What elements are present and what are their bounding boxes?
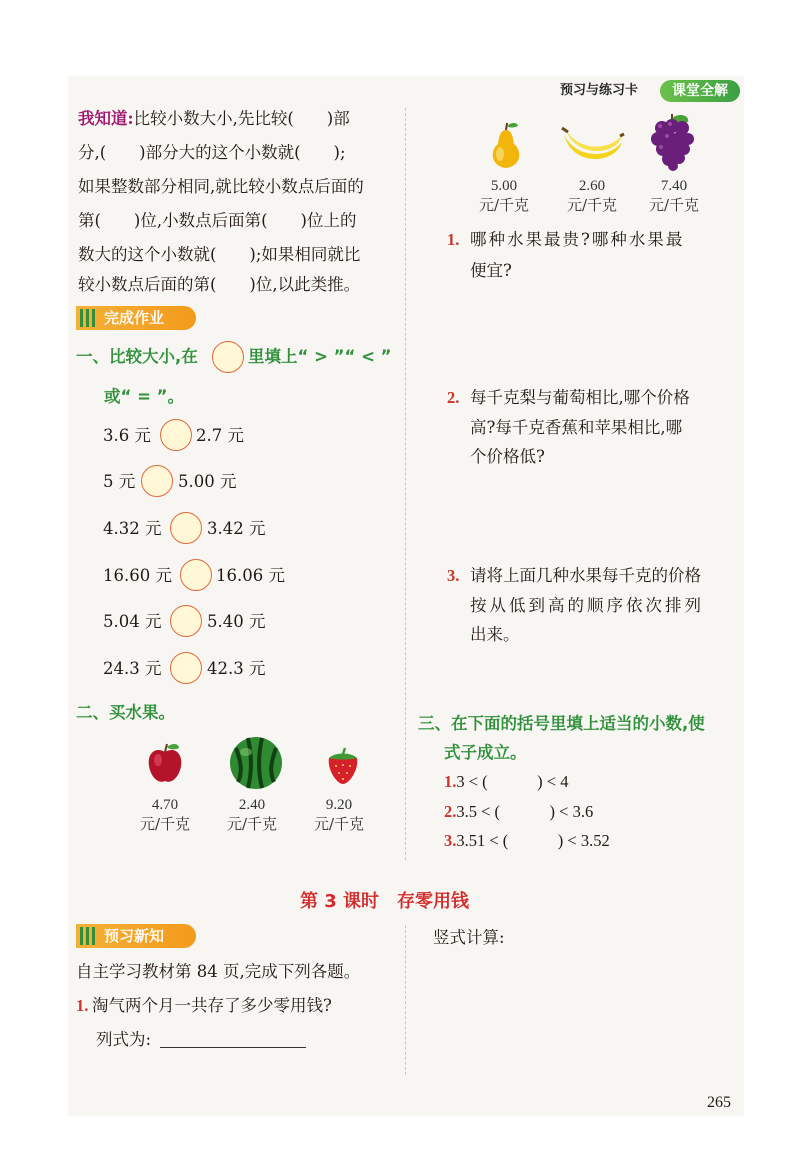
q1-row-1-left: 3.6 元 — [103, 426, 151, 445]
q3-item-3-text: 3.51 < ( ) < 3.52 — [456, 831, 610, 850]
q1-row-6-right: 42.3 元 — [207, 659, 266, 678]
fruit-price-banana: 2.60 — [578, 178, 606, 194]
q1-row-5-right: 5.40 元 — [207, 612, 266, 631]
q3-item-2-text: 3.5 < ( ) < 3.6 — [456, 802, 594, 821]
q1-row-5-left: 5.04 元 — [103, 612, 162, 631]
page-number: 265 — [707, 1094, 731, 1111]
q1-title-c: 或“ = ”。 — [104, 387, 185, 406]
q1-row-2-left: 5 元 — [103, 472, 136, 491]
q1-title-a: 一、比较大小,在 — [76, 347, 198, 366]
preview-q1-text: 淘气两个月一共存了多少零用钱? — [92, 996, 332, 1015]
q3-item-1 — [444, 771, 568, 793]
q1-row-4-right: 16.06 元 — [216, 566, 285, 585]
q2-sub2-line1: 每千克梨与葡萄相比,哪个价格 — [470, 388, 690, 407]
fruit-unit-banana: 元/千克 — [566, 196, 618, 214]
q3-item-3 — [444, 830, 610, 852]
q1-row-5-answer-circle[interactable] — [170, 605, 202, 637]
fruit-unit-apple: 元/千克 — [139, 815, 191, 833]
preview-banner-bars-icon — [80, 927, 96, 945]
know-line-5: 数大的这个小数就( );如果相同就比 — [78, 245, 361, 264]
strawberry-icon — [323, 746, 363, 786]
q1-row-4-left: 16.60 元 — [103, 566, 172, 585]
q3-item-1-text: 3 < ( ) < 4 — [456, 772, 569, 791]
q1-row-3-left: 4.32 元 — [103, 519, 162, 538]
preview-q1-number: 1. — [76, 996, 89, 1015]
q1-row-2-answer-circle[interactable] — [141, 465, 173, 497]
q2-sub3-line2: 按从低到高的顺序依次排列 — [470, 596, 704, 615]
know-line-1 — [78, 108, 350, 130]
preview-banner — [76, 924, 196, 948]
q1-row-6-answer-circle[interactable] — [170, 652, 202, 684]
grapes-icon — [650, 112, 694, 172]
q2-sub1-number: 1. — [447, 230, 460, 249]
fruit-unit-strawberry: 元/千克 — [313, 815, 365, 833]
vertical-calc-label: 竖式计算: — [433, 928, 505, 947]
lesson-title: 第 3 课时 存零用钱 — [300, 891, 470, 912]
q2-sub2-line2: 高?每千克香蕉和苹果相比,哪 — [470, 418, 683, 437]
q3-item-1-number: 1. — [444, 772, 457, 791]
know-line-6: 较小数点后面的第( )位,以此类推。 — [78, 275, 361, 294]
q2-sub2-line3: 个价格低? — [470, 447, 545, 466]
q1-row-1-answer-circle[interactable] — [160, 419, 192, 451]
header-title: 预习与练习卡 — [560, 83, 639, 98]
q3-item-2-number: 2. — [444, 802, 457, 821]
fruit-unit-watermelon: 元/千克 — [226, 815, 278, 833]
fruit-unit-pear: 元/千克 — [478, 196, 530, 214]
header-badge: 课堂全解 — [660, 80, 740, 102]
banana-icon — [560, 124, 626, 168]
know-text-1: 比较小数大小,先比较( )部 — [133, 109, 350, 128]
q1-row-3-answer-circle[interactable] — [170, 512, 202, 544]
fruit-price-strawberry: 9.20 — [325, 797, 353, 813]
q3-title-line2: 式子成立。 — [444, 743, 527, 762]
q1-row-1-right: 2.7 元 — [196, 426, 244, 445]
q3-title-line1: 三、在下面的括号里填上适当的小数,使 — [418, 714, 705, 733]
q1-row-3-right: 3.42 元 — [207, 519, 266, 538]
know-line-4: 第( )位,小数点后面第( )位上的 — [78, 211, 357, 230]
fruit-price-pear: 5.00 — [490, 178, 518, 194]
pear-icon — [486, 120, 526, 172]
banner-bars-icon — [80, 309, 96, 327]
preview-intro: 自主学习教材第 84 页,完成下列各题。 — [76, 962, 361, 981]
q1-title-b: 里填上“ > ”“ < ” — [248, 347, 392, 366]
column-divider-bottom — [405, 925, 406, 1075]
fruit-price-watermelon: 2.40 — [238, 797, 266, 813]
q3-item-3-number: 3. — [444, 831, 457, 850]
apple-icon — [145, 742, 185, 786]
fruit-price-grapes: 7.40 — [660, 178, 688, 194]
q2-sub1-line1: 哪种水果最贵?哪种水果最 — [470, 230, 685, 249]
q2-sub3-number: 3. — [447, 566, 460, 585]
q1-row-4-answer-circle[interactable] — [180, 559, 212, 591]
homework-banner-label: 完成作业 — [104, 309, 165, 327]
q1-row-2-right: 5.00 元 — [178, 472, 237, 491]
watermelon-icon — [228, 734, 284, 790]
formula-answer-line[interactable] — [160, 1047, 306, 1048]
q2-title: 二、买水果。 — [76, 703, 175, 722]
homework-banner — [76, 306, 196, 330]
q2-sub2-number: 2. — [447, 388, 460, 407]
know-line-3: 如果整数部分相同,就比较小数点后面的 — [78, 177, 364, 196]
know-line-2: 分,( )部分大的这个小数就( ); — [78, 143, 346, 162]
q2-sub3-line1: 请将上面几种水果每千克的价格 — [470, 566, 701, 585]
q3-item-2 — [444, 801, 593, 823]
q2-sub1-line2: 便宜? — [470, 261, 512, 280]
know-label: 我知道: — [78, 109, 134, 128]
column-divider-top — [405, 108, 406, 860]
fruit-price-apple: 4.70 — [151, 797, 179, 813]
q2-sub3-line3: 出来。 — [470, 625, 520, 644]
preview-banner-label: 预习新知 — [104, 927, 165, 945]
fruit-unit-grapes: 元/千克 — [648, 196, 700, 214]
q1-title-circle-icon — [212, 341, 244, 373]
formula-label: 列式为: — [96, 1030, 152, 1049]
q1-row-6-left: 24.3 元 — [103, 659, 162, 678]
